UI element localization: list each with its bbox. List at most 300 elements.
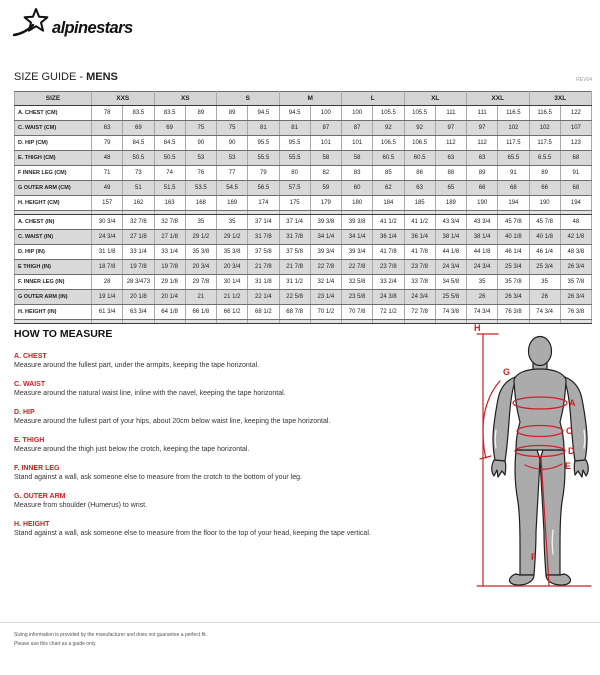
size-value-cell: 94.5 [248, 106, 279, 121]
size-column-header: M [279, 92, 342, 106]
size-value-cell: 157 [92, 196, 123, 211]
measurement-row [15, 121, 592, 136]
measure-item [14, 437, 442, 453]
size-value-cell: 189 [435, 196, 466, 211]
size-value-cell: 74 3/4 [529, 305, 560, 320]
size-value-cell: 27 1/8 [123, 230, 154, 245]
size-value-cell: 24 3/4 [92, 230, 123, 245]
size-value-cell: 48 3/8 [560, 245, 591, 260]
size-value-cell: 50.5 [154, 151, 185, 166]
size-value-cell: 20 1/8 [123, 290, 154, 305]
page-title-prefix: SIZE GUIDE - [14, 71, 84, 83]
size-value-cell: 43 3/4 [435, 215, 466, 230]
measure-item-text: Measure around the fullest part, under the armpits, keeping the tape horizontal. [14, 362, 260, 369]
size-value-cell: 30 1/4 [217, 275, 248, 290]
size-value-cell: 97 [435, 121, 466, 136]
size-value-cell: 179 [310, 196, 341, 211]
size-value-cell: 29 7/8 [185, 275, 216, 290]
measure-item-label: F. INNER LEG [14, 465, 60, 472]
row-label: H. HEIGHT (IN) [15, 305, 92, 320]
row-label: H. HEIGHT (CM) [15, 196, 92, 211]
size-value-cell: 18 7/8 [92, 260, 123, 275]
measure-item [14, 353, 442, 369]
label-A: A [569, 398, 576, 408]
label-H: H [474, 323, 481, 333]
measurement-row [15, 106, 592, 121]
size-corner-header: SIZE [15, 92, 92, 106]
label-E: E [565, 461, 572, 471]
row-label: F INNER LEG (CM) [15, 166, 92, 181]
size-value-cell: 51.5 [154, 181, 185, 196]
size-value-cell: 85 [373, 166, 404, 181]
size-value-cell: 32 5/8 [342, 275, 373, 290]
size-value-cell: 26 [467, 290, 498, 305]
measurement-row [15, 230, 592, 245]
size-value-cell: 91 [560, 166, 591, 181]
size-value-cell: 169 [217, 196, 248, 211]
size-value-cell: 60.5 [404, 151, 435, 166]
size-value-cell: 74 3/8 [435, 305, 466, 320]
size-value-cell: 23 5/8 [342, 290, 373, 305]
size-value-cell: 100 [342, 106, 373, 121]
size-value-cell: 37 1/4 [279, 215, 310, 230]
label-C: C [566, 426, 573, 436]
size-value-cell: 24 3/4 [404, 290, 435, 305]
size-value-cell: 94.5 [279, 106, 310, 121]
size-value-cell: 76 [185, 166, 216, 181]
size-value-cell: 102 [498, 121, 529, 136]
size-value-cell: 57.5 [279, 181, 310, 196]
measurement-row [15, 290, 592, 305]
size-value-cell: 28 [92, 275, 123, 290]
size-value-cell: 35 [467, 275, 498, 290]
size-value-cell: 63 [435, 151, 466, 166]
measure-item-text: Measure around the natural waist line, inline with the navel, keeping the tape horizontal. [14, 390, 286, 397]
measure-item-text: Measure around the thigh just below the crotch, keeping the tape horizontal. [14, 446, 250, 453]
size-value-cell: 35 [529, 275, 560, 290]
size-value-cell: 101 [342, 136, 373, 151]
size-value-cell: 83.5 [123, 106, 154, 121]
separator-cell [404, 320, 435, 324]
size-value-cell: 31 7/8 [279, 230, 310, 245]
footer-divider [0, 622, 600, 623]
size-value-cell: 35 3/8 [185, 245, 216, 260]
size-value-cell: 29 1/8 [154, 275, 185, 290]
measurement-row [15, 136, 592, 151]
size-value-cell: 32 7/8 [154, 215, 185, 230]
row-label: E THIGH (IN) [15, 260, 92, 275]
size-value-cell: 80 [279, 166, 310, 181]
size-column-header: 3XL [529, 92, 592, 106]
size-value-cell: 22 1/4 [248, 290, 279, 305]
separator-cell [248, 320, 279, 324]
size-value-cell: 63 [467, 151, 498, 166]
size-header-row [15, 92, 592, 106]
size-value-cell: 49 [92, 181, 123, 196]
size-value-cell: 24 3/4 [435, 260, 466, 275]
size-value-cell: 33 1/4 [123, 245, 154, 260]
size-value-cell: 78 [92, 106, 123, 121]
size-value-cell: 25 3/4 [529, 260, 560, 275]
measurement-row [15, 215, 592, 230]
separator-cell [373, 320, 404, 324]
size-value-cell: 19 7/8 [154, 260, 185, 275]
size-value-cell: 77 [217, 166, 248, 181]
size-value-cell: 58 [342, 151, 373, 166]
page-title-emphasis: MENS [86, 71, 118, 83]
size-value-cell: 63 [92, 121, 123, 136]
size-value-cell: 23 1/4 [310, 290, 341, 305]
size-value-cell: 112 [435, 136, 466, 151]
measure-item [14, 381, 442, 397]
size-value-cell: 70 7/8 [342, 305, 373, 320]
size-value-cell: 190 [529, 196, 560, 211]
measure-item-text: Measure around the fullest part of your hips, about 20cm below waist line, keeping the tape horizontal. [14, 418, 331, 425]
size-value-cell: 102 [529, 121, 560, 136]
size-value-cell: 31 7/8 [248, 230, 279, 245]
measurement-row [15, 196, 592, 211]
size-value-cell: 31 1/2 [279, 275, 310, 290]
label-G: G [503, 367, 511, 377]
size-value-cell: 175 [279, 196, 310, 211]
size-value-cell: 92 [373, 121, 404, 136]
male-body-figure-icon [450, 318, 600, 603]
size-value-cell: 24 3/8 [373, 290, 404, 305]
footer-line-1: Sizing information is provided by the manufacturer and does not guarantee a perfect fit. [14, 632, 207, 638]
size-value-cell: 74 3/4 [467, 305, 498, 320]
size-column-header: XL [404, 92, 467, 106]
label-F: F [531, 552, 537, 562]
suit-logo-mark-left-arm [495, 430, 496, 448]
size-value-cell: 33 2/4 [373, 275, 404, 290]
size-value-cell: 194 [560, 196, 591, 211]
size-value-cell: 68 [560, 181, 591, 196]
size-value-cell: 40 1/8 [529, 230, 560, 245]
size-value-cell: 79 [248, 166, 279, 181]
size-value-cell: 39 3/4 [342, 245, 373, 260]
page-title [14, 71, 118, 83]
size-value-cell: 27 1/8 [154, 230, 185, 245]
size-column-header: S [217, 92, 280, 106]
size-table-body [15, 92, 592, 324]
size-value-cell: 34 1/4 [342, 230, 373, 245]
row-label: A. CHEST (IN) [15, 215, 92, 230]
size-value-cell: 55.5 [248, 151, 279, 166]
measure-item [14, 409, 442, 425]
size-value-cell: 53.5 [185, 181, 216, 196]
measurement-row [15, 166, 592, 181]
size-value-cell: 35 [217, 215, 248, 230]
measurement-figure [450, 318, 600, 603]
size-value-cell: 33 1/4 [154, 245, 185, 260]
size-value-cell: 97 [467, 121, 498, 136]
size-value-cell: 71 [92, 166, 123, 181]
separator-cell [154, 320, 185, 324]
size-value-cell: 20 3/4 [185, 260, 216, 275]
measure-item-label: D. HIP [14, 409, 35, 416]
size-value-cell: 105.5 [404, 106, 435, 121]
size-value-cell: 62 [373, 181, 404, 196]
size-value-cell: 88 [435, 166, 466, 181]
size-value-cell: 180 [342, 196, 373, 211]
measurement-row [15, 275, 592, 290]
size-value-cell: 6.5.5 [529, 151, 560, 166]
size-value-cell: 59 [310, 181, 341, 196]
size-value-cell: 39 3/4 [310, 245, 341, 260]
size-value-cell: 35 7/8 [498, 275, 529, 290]
size-value-cell: 63 3/4 [123, 305, 154, 320]
row-label: C. WAIST (CM) [15, 121, 92, 136]
size-value-cell: 83 [342, 166, 373, 181]
size-value-cell: 70 1/2 [310, 305, 341, 320]
suit-logo-mark-right-arm [584, 430, 585, 448]
size-value-cell: 41 7/8 [373, 245, 404, 260]
size-value-cell: 60.5 [373, 151, 404, 166]
size-value-cell: 41 7/8 [404, 245, 435, 260]
size-value-cell: 81 [279, 121, 310, 136]
size-value-cell: 89 [217, 106, 248, 121]
measure-item-text: Measure from shoulder (Humerus) to wrist. [14, 502, 148, 509]
measurement-row [15, 245, 592, 260]
separator-cell [185, 320, 216, 324]
size-value-cell: 21 1/2 [217, 290, 248, 305]
size-value-cell: 194 [498, 196, 529, 211]
size-value-cell: 116.5 [529, 106, 560, 121]
size-value-cell: 89 [529, 166, 560, 181]
size-value-cell: 122 [560, 106, 591, 121]
size-value-cell: 91 [498, 166, 529, 181]
size-value-cell: 174 [248, 196, 279, 211]
size-value-cell: 107 [560, 121, 591, 136]
size-value-cell: 75 [185, 121, 216, 136]
measurement-row [15, 181, 592, 196]
size-value-cell: 117.5 [498, 136, 529, 151]
size-value-cell: 21 7/8 [248, 260, 279, 275]
size-value-cell: 35 [185, 215, 216, 230]
size-value-cell: 33 7/8 [404, 275, 435, 290]
size-value-cell: 117.5 [529, 136, 560, 151]
size-value-cell: 76 3/8 [498, 305, 529, 320]
size-value-cell: 26 3/4 [498, 290, 529, 305]
size-value-cell: 25 5/8 [435, 290, 466, 305]
row-label: A. CHEST (CM) [15, 106, 92, 121]
size-value-cell: 66 1/8 [185, 305, 216, 320]
size-value-cell: 90 [185, 136, 216, 151]
size-value-cell: 184 [373, 196, 404, 211]
row-label: C. WAIST (IN) [15, 230, 92, 245]
size-value-cell: 69 [154, 121, 185, 136]
size-value-cell: 20 1/4 [154, 290, 185, 305]
size-value-cell: 36 1/4 [404, 230, 435, 245]
size-value-cell: 36 1/4 [373, 230, 404, 245]
size-value-cell: 26 3/4 [560, 290, 591, 305]
size-value-cell: 31 1/8 [248, 275, 279, 290]
row-label: F. INNER LEG (IN) [15, 275, 92, 290]
alpinestars-logo [12, 5, 152, 48]
size-value-cell: 111 [435, 106, 466, 121]
size-value-cell: 101 [310, 136, 341, 151]
separator-cell [310, 320, 341, 324]
size-value-cell: 162 [123, 196, 154, 211]
footer-disclaimer [14, 631, 207, 649]
how-to-measure-heading: HOW TO MEASURE [14, 328, 113, 340]
size-value-cell: 83.5 [154, 106, 185, 121]
size-value-cell: 43 3/4 [467, 215, 498, 230]
size-value-cell: 66 [529, 181, 560, 196]
size-value-cell: 84.5 [154, 136, 185, 151]
revision-label: REV04 [576, 77, 592, 83]
size-value-cell: 68 7/8 [279, 305, 310, 320]
size-value-cell: 22 5/8 [279, 290, 310, 305]
size-value-cell: 35 3/8 [217, 245, 248, 260]
size-value-cell: 41 1/2 [373, 215, 404, 230]
size-value-cell: 65.5 [498, 151, 529, 166]
separator-cell [123, 320, 154, 324]
measure-item-label: E. THIGH [14, 437, 45, 444]
size-column-header: L [342, 92, 405, 106]
measure-item-label: A. CHEST [14, 353, 47, 360]
row-label: G OUTER ARM (IN) [15, 290, 92, 305]
separator-cell [342, 320, 373, 324]
size-value-cell: 65 [435, 181, 466, 196]
row-label: E. THIGH (CM) [15, 151, 92, 166]
size-value-cell: 76 3/8 [560, 305, 591, 320]
measurement-row [15, 151, 592, 166]
size-value-cell: 72 1/2 [373, 305, 404, 320]
size-value-cell: 53 [217, 151, 248, 166]
size-value-cell: 61 3/4 [92, 305, 123, 320]
footer-line-2: Please use this chart as a guide only. [14, 641, 97, 647]
size-value-cell: 105.5 [373, 106, 404, 121]
size-value-cell: 21 7/8 [279, 260, 310, 275]
size-value-cell: 48 [560, 215, 591, 230]
size-table [14, 91, 592, 324]
size-value-cell: 26 [529, 290, 560, 305]
size-value-cell: 116.5 [498, 106, 529, 121]
size-value-cell: 39 3/8 [310, 215, 341, 230]
size-value-cell: 42 1/8 [560, 230, 591, 245]
measure-item-text: Stand against a wall, ask someone else to measure from the crotch to the bottom of your leg. [14, 474, 302, 481]
row-label: G OUTER ARM (CM) [15, 181, 92, 196]
size-value-cell: 72 7/8 [404, 305, 435, 320]
size-value-cell: 26 3/4 [560, 260, 591, 275]
size-value-cell: 95.5 [248, 136, 279, 151]
suit-logo-mark-shin [552, 530, 553, 554]
size-value-cell: 53 [185, 151, 216, 166]
title-bar [14, 71, 592, 83]
howto-list [14, 353, 442, 537]
size-value-cell: 87 [310, 121, 341, 136]
separator-cell [279, 320, 310, 324]
size-value-cell: 32 1/4 [310, 275, 341, 290]
size-value-cell: 112 [467, 136, 498, 151]
size-value-cell: 87 [342, 121, 373, 136]
size-column-header: XXS [92, 92, 155, 106]
size-value-cell: 37 1/4 [248, 215, 279, 230]
size-value-cell: 90 [217, 136, 248, 151]
size-value-cell: 79 [92, 136, 123, 151]
size-value-cell: 86 [404, 166, 435, 181]
size-value-cell: 30 3/4 [92, 215, 123, 230]
size-value-cell: 168 [185, 196, 216, 211]
size-value-cell: 22 7/8 [342, 260, 373, 275]
size-value-cell: 190 [467, 196, 498, 211]
label-D: D [568, 446, 575, 456]
logo-text: alpinestars [52, 19, 133, 37]
size-value-cell: 19 7/8 [123, 260, 154, 275]
size-value-cell: 73 [123, 166, 154, 181]
size-value-cell: 23 7/8 [404, 260, 435, 275]
size-value-cell: 44 1/8 [435, 245, 466, 260]
size-value-cell: 95.5 [279, 136, 310, 151]
alpinestars-star-icon [12, 5, 152, 43]
size-value-cell: 54.5 [217, 181, 248, 196]
size-value-cell: 75 [217, 121, 248, 136]
size-value-cell: 25 3/4 [498, 260, 529, 275]
size-value-cell: 111 [467, 106, 498, 121]
row-label: D. HIP (IN) [15, 245, 92, 260]
size-value-cell: 46 1/4 [498, 245, 529, 260]
size-value-cell: 34 1/4 [310, 230, 341, 245]
size-value-cell: 64 1/8 [154, 305, 185, 320]
size-value-cell: 31 1/8 [92, 245, 123, 260]
size-value-cell: 40 1/8 [498, 230, 529, 245]
size-value-cell: 22 7/8 [310, 260, 341, 275]
row-label: D. HIP (CM) [15, 136, 92, 151]
size-value-cell: 34 5/8 [435, 275, 466, 290]
measure-item [14, 521, 442, 537]
size-value-cell: 106.5 [404, 136, 435, 151]
separator-cell [92, 320, 123, 324]
size-value-cell: 81 [248, 121, 279, 136]
size-value-cell: 100 [310, 106, 341, 121]
size-value-cell: 51 [123, 181, 154, 196]
size-value-cell: 23 7/8 [373, 260, 404, 275]
size-value-cell: 21 [185, 290, 216, 305]
size-value-cell: 28 3/473 [123, 275, 154, 290]
size-value-cell: 68 [498, 181, 529, 196]
measure-item [14, 493, 442, 509]
size-value-cell: 35 7/8 [560, 275, 591, 290]
measure-item-label: G. OUTER ARM [14, 493, 66, 500]
measure-item [14, 465, 442, 481]
size-value-cell: 55.5 [279, 151, 310, 166]
size-value-cell: 106.5 [373, 136, 404, 151]
size-value-cell: 19 1/4 [92, 290, 123, 305]
size-value-cell: 185 [404, 196, 435, 211]
size-value-cell: 56.5 [248, 181, 279, 196]
size-value-cell: 48 [92, 151, 123, 166]
size-value-cell: 74 [154, 166, 185, 181]
measurement-row [15, 260, 592, 275]
size-value-cell: 29 1/2 [217, 230, 248, 245]
size-value-cell: 82 [310, 166, 341, 181]
size-value-cell: 66 [467, 181, 498, 196]
size-value-cell: 123 [560, 136, 591, 151]
size-value-cell: 38 1/4 [467, 230, 498, 245]
size-value-cell: 58 [310, 151, 341, 166]
size-value-cell: 60 [342, 181, 373, 196]
size-value-cell: 69 [123, 121, 154, 136]
size-value-cell: 92 [404, 121, 435, 136]
size-value-cell: 63 [404, 181, 435, 196]
size-value-cell: 66 1/2 [217, 305, 248, 320]
size-value-cell: 163 [154, 196, 185, 211]
size-value-cell: 68 [560, 151, 591, 166]
size-value-cell: 32 7/8 [123, 215, 154, 230]
measure-item-text: Stand against a wall, ask someone else to measure from the floor to the top of your head, keeping the tape vertical. [14, 530, 371, 537]
size-value-cell: 29 1/2 [185, 230, 216, 245]
